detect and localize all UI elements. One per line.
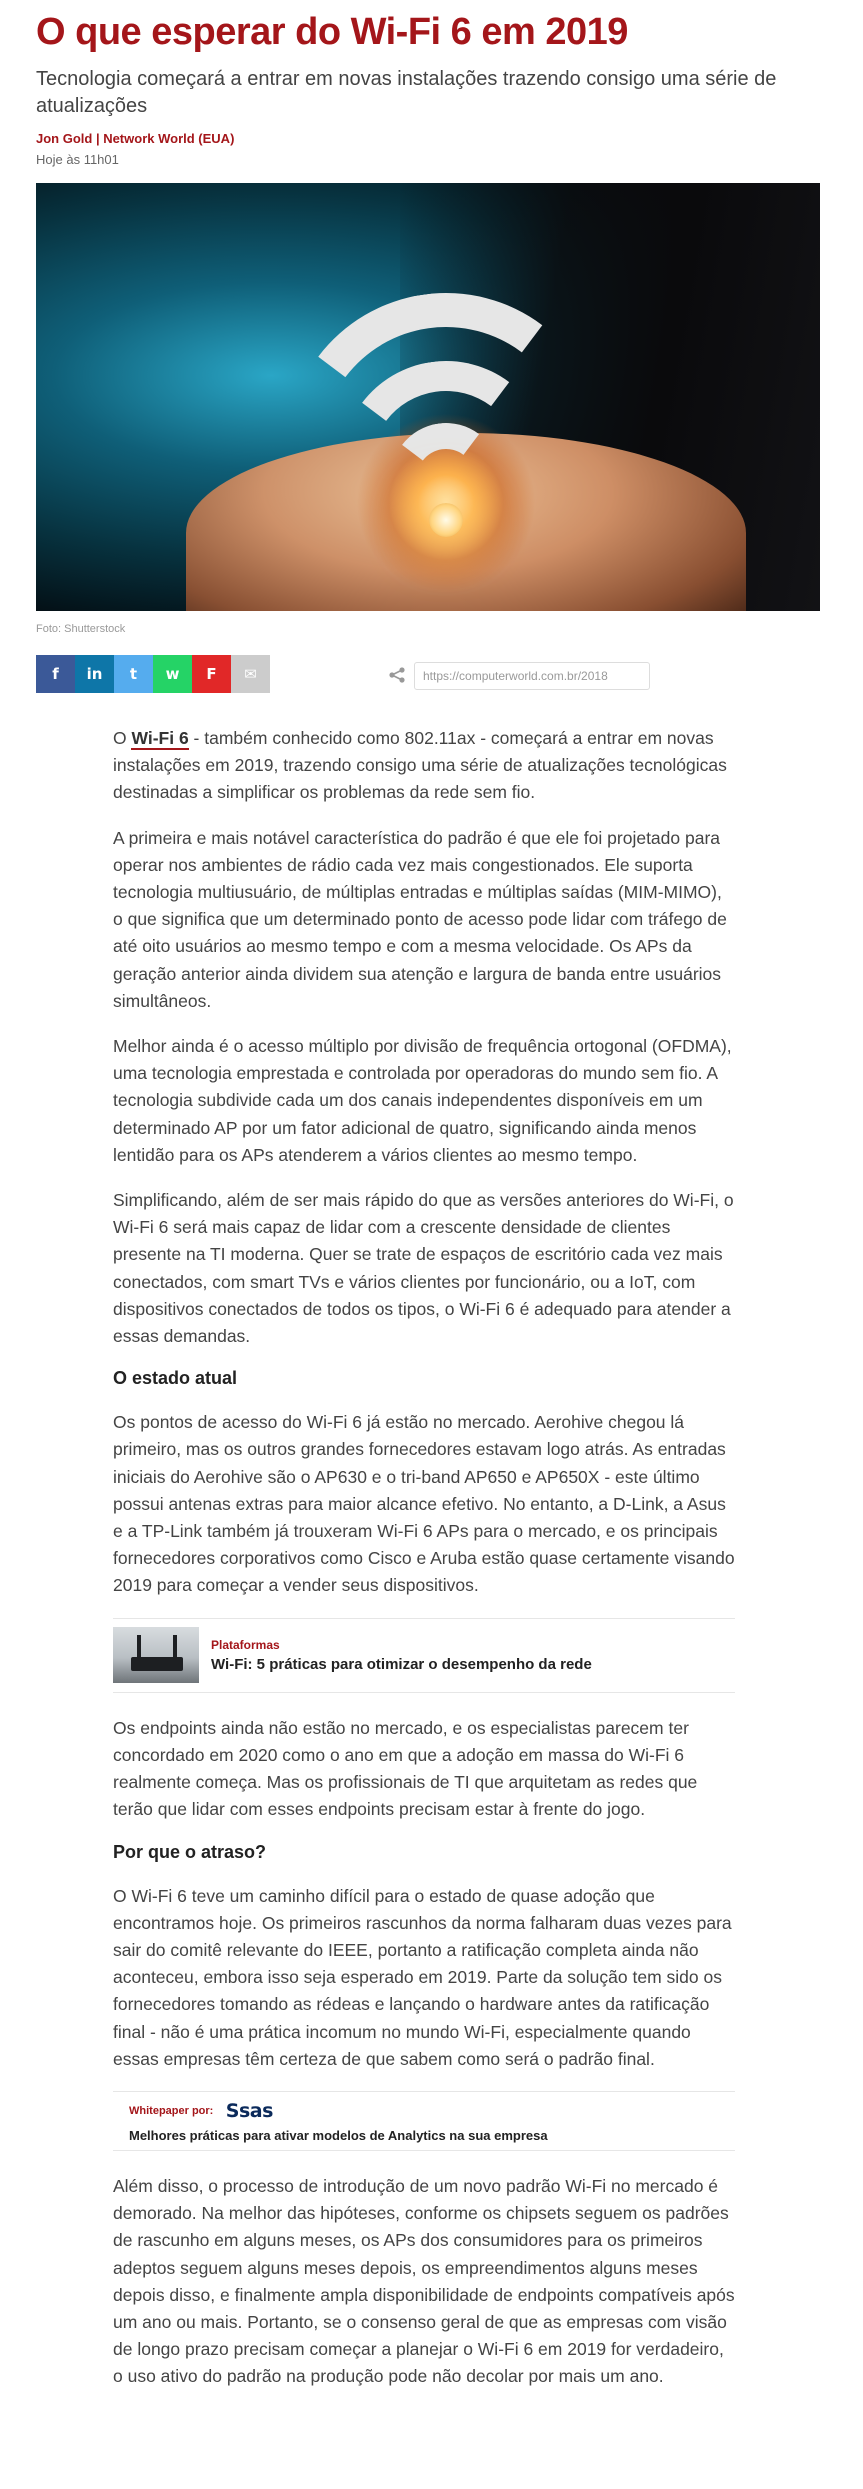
twitter-share-icon[interactable]: t bbox=[114, 655, 153, 693]
linkedin-share-icon[interactable]: in bbox=[75, 655, 114, 693]
whitepaper-label: Whitepaper por: bbox=[129, 2104, 214, 2117]
article-body bbox=[113, 725, 735, 2409]
paragraph: Melhor ainda é o acesso múltiplo por divisão de frequência ortogonal (OFDMA), uma tecnologia emprestada e controlada por operadoras do mundo sem fio. A tecnologia subdivide cada um dos canais independentes disponíveis em um determinado AP por um fator adicional de quatro, significando ainda menos lentidão para os APs atenderem a vários clientes ao mesmo tempo. bbox=[113, 1036, 732, 1165]
sas-logo: Ssas bbox=[225, 2099, 273, 2122]
whitepaper-title[interactable]: Melhores práticas para ativar modelos de Analytics na sua empresa bbox=[129, 2127, 548, 2143]
email-share-icon[interactable]: ✉ bbox=[231, 655, 270, 693]
share-bar bbox=[36, 655, 270, 693]
paragraph: Simplificando, além de ser mais rápido do que as versões anteriores do Wi-Fi, o Wi-Fi 6 será mais capaz de lidar com a crescente densidade de clientes presente na TI moderna. Quer se trate de espaços de escritório cada vez mais conectados, com smart TVs e vários clientes por funcionário, ou a IoT, com dispositivos conectados de todos os tipos, o Wi-Fi 6 é adequado para atender a essas demandas. bbox=[113, 1190, 734, 1347]
facebook-share-icon[interactable]: f bbox=[36, 655, 75, 693]
wifi6-link[interactable]: Wi-Fi 6 bbox=[131, 728, 189, 748]
publish-date: Hoje às 11h01 bbox=[36, 152, 119, 167]
share-icon[interactable] bbox=[388, 666, 406, 684]
section-heading: O estado atual bbox=[113, 1368, 238, 1389]
paragraph: O Wi-Fi 6 - também conhecido como 802.11ax - começará a entrar em novas instalações em 2019, trazendo consigo uma série de atualizações tecnológicas destinadas a simplificar os problemas da rede sem fio. bbox=[113, 728, 727, 803]
paragraph: O Wi-Fi 6 teve um caminho difícil para o estado de quase adoção que encontramos hoje. Os primeiros rascunhos da norma falharam duas vezes para sair do comitê relevante do IEEE, portanto a ratificação completa ainda não aconteceu, embora isso seja esperado em 2019. Parte da solução tem sido os fornecedores tomando as rédeas e lançando o hardware antes da ratificação final - não é uma prática incomum no mundo Wi-Fi, especialmente quando essas empresas têm certeza de que sabem como será o padrão final. bbox=[113, 1885, 732, 2069]
author-byline[interactable]: Jon Gold | Network World (EUA) bbox=[36, 131, 235, 146]
section-heading: Por que o atraso? bbox=[113, 1841, 267, 1862]
paragraph: A primeira e mais notável característica do padrão é que ele foi projetado para operar nos ambientes de rádio cada vez mais congestionados. Ele suporta tecnologia multiusuário, de múltiplas entradas e múltiplas saídas (MIM-MIMO), o que significa que um determinado ponto de acesso pode lidar com tráfego de até oito usuários ao mesmo tempo e com a mesma velocidade. Os APs da geração anterior ainda dividem sua atenção e largura de banda entre usuários simultâneos. bbox=[113, 827, 727, 1011]
share-url-field[interactable] bbox=[414, 662, 650, 690]
hero-image bbox=[36, 183, 820, 611]
related-article-card[interactable] bbox=[113, 1618, 735, 1693]
related-article-thumbnail bbox=[113, 1627, 199, 1683]
paragraph: Os endpoints ainda não estão no mercado, e os especialistas parecem ter concordado em 2020 como o ano em que a adoção em massa do Wi-Fi 6 realmente começa. Mas os profissionais de TI que arquitetam as redes que terão que lidar com esses endpoints precisam estar à frente do jogo. bbox=[113, 1717, 698, 1820]
paragraph: Além disso, o processo de introdução de um novo padrão Wi-Fi no mercado é demorado. Na melhor das hipóteses, conforme os chipsets seguem os padrões de rascunho em alguns meses, os APs dos consumidores para os primeiros adeptos seguem alguns meses depois, os empreendimentos alguns meses depois disso, e finalmente ampla disponibilidade de endpoints compatíveis após um ano ou mais. Portanto, se o consenso geral de que as empresas com visão de longo prazo precisam começar a planejar o Wi-Fi 6 em 2019 for verdadeiro, o uso ativo do padrão na produção pode não decolar por mais um ano. bbox=[113, 2175, 735, 2387]
related-article-title[interactable]: Wi-Fi: 5 práticas para otimizar o desempenho da rede bbox=[211, 1655, 592, 1673]
flipboard-share-icon[interactable]: F bbox=[192, 655, 231, 693]
wifi-dot bbox=[429, 503, 463, 537]
related-article-category[interactable]: Plataformas bbox=[211, 1637, 280, 1652]
whatsapp-share-icon[interactable]: w bbox=[153, 655, 192, 693]
image-caption: Foto: Shutterstock bbox=[36, 623, 126, 635]
paragraph: Os pontos de acesso do Wi-Fi 6 já estão no mercado. Aerohive chegou lá primeiro, mas os outros grandes fornecedores estavam logo atrás. As entradas iniciais do Aerohive são o AP630 e o tri-band AP650 e AP650X - este último possui antenas extras para maior alcance efetivo. No entanto, a D-Link, a Asus e a TP-Link também já trouxeram Wi-Fi 6 APs para o mercado, e os principais fornecedores corporativos como Cisco e Aruba estão quase certamente visando 2019 para começar a vender seus dispositivos. bbox=[113, 1412, 735, 1596]
article-subtitle: Tecnologia começará a entrar em novas instalações trazendo consigo uma série de atualizações bbox=[36, 68, 777, 117]
paragraph-text: - também conhecido como 802.11ax - começará a entrar em novas instalações em 2019, trazendo consigo uma série de atualizações tecnológicas destinadas a simplificar os problemas da rede sem fio. bbox=[113, 728, 727, 803]
whitepaper-banner[interactable] bbox=[113, 2091, 735, 2151]
article-title: O que esperar do Wi-Fi 6 em 2019 bbox=[36, 11, 628, 53]
